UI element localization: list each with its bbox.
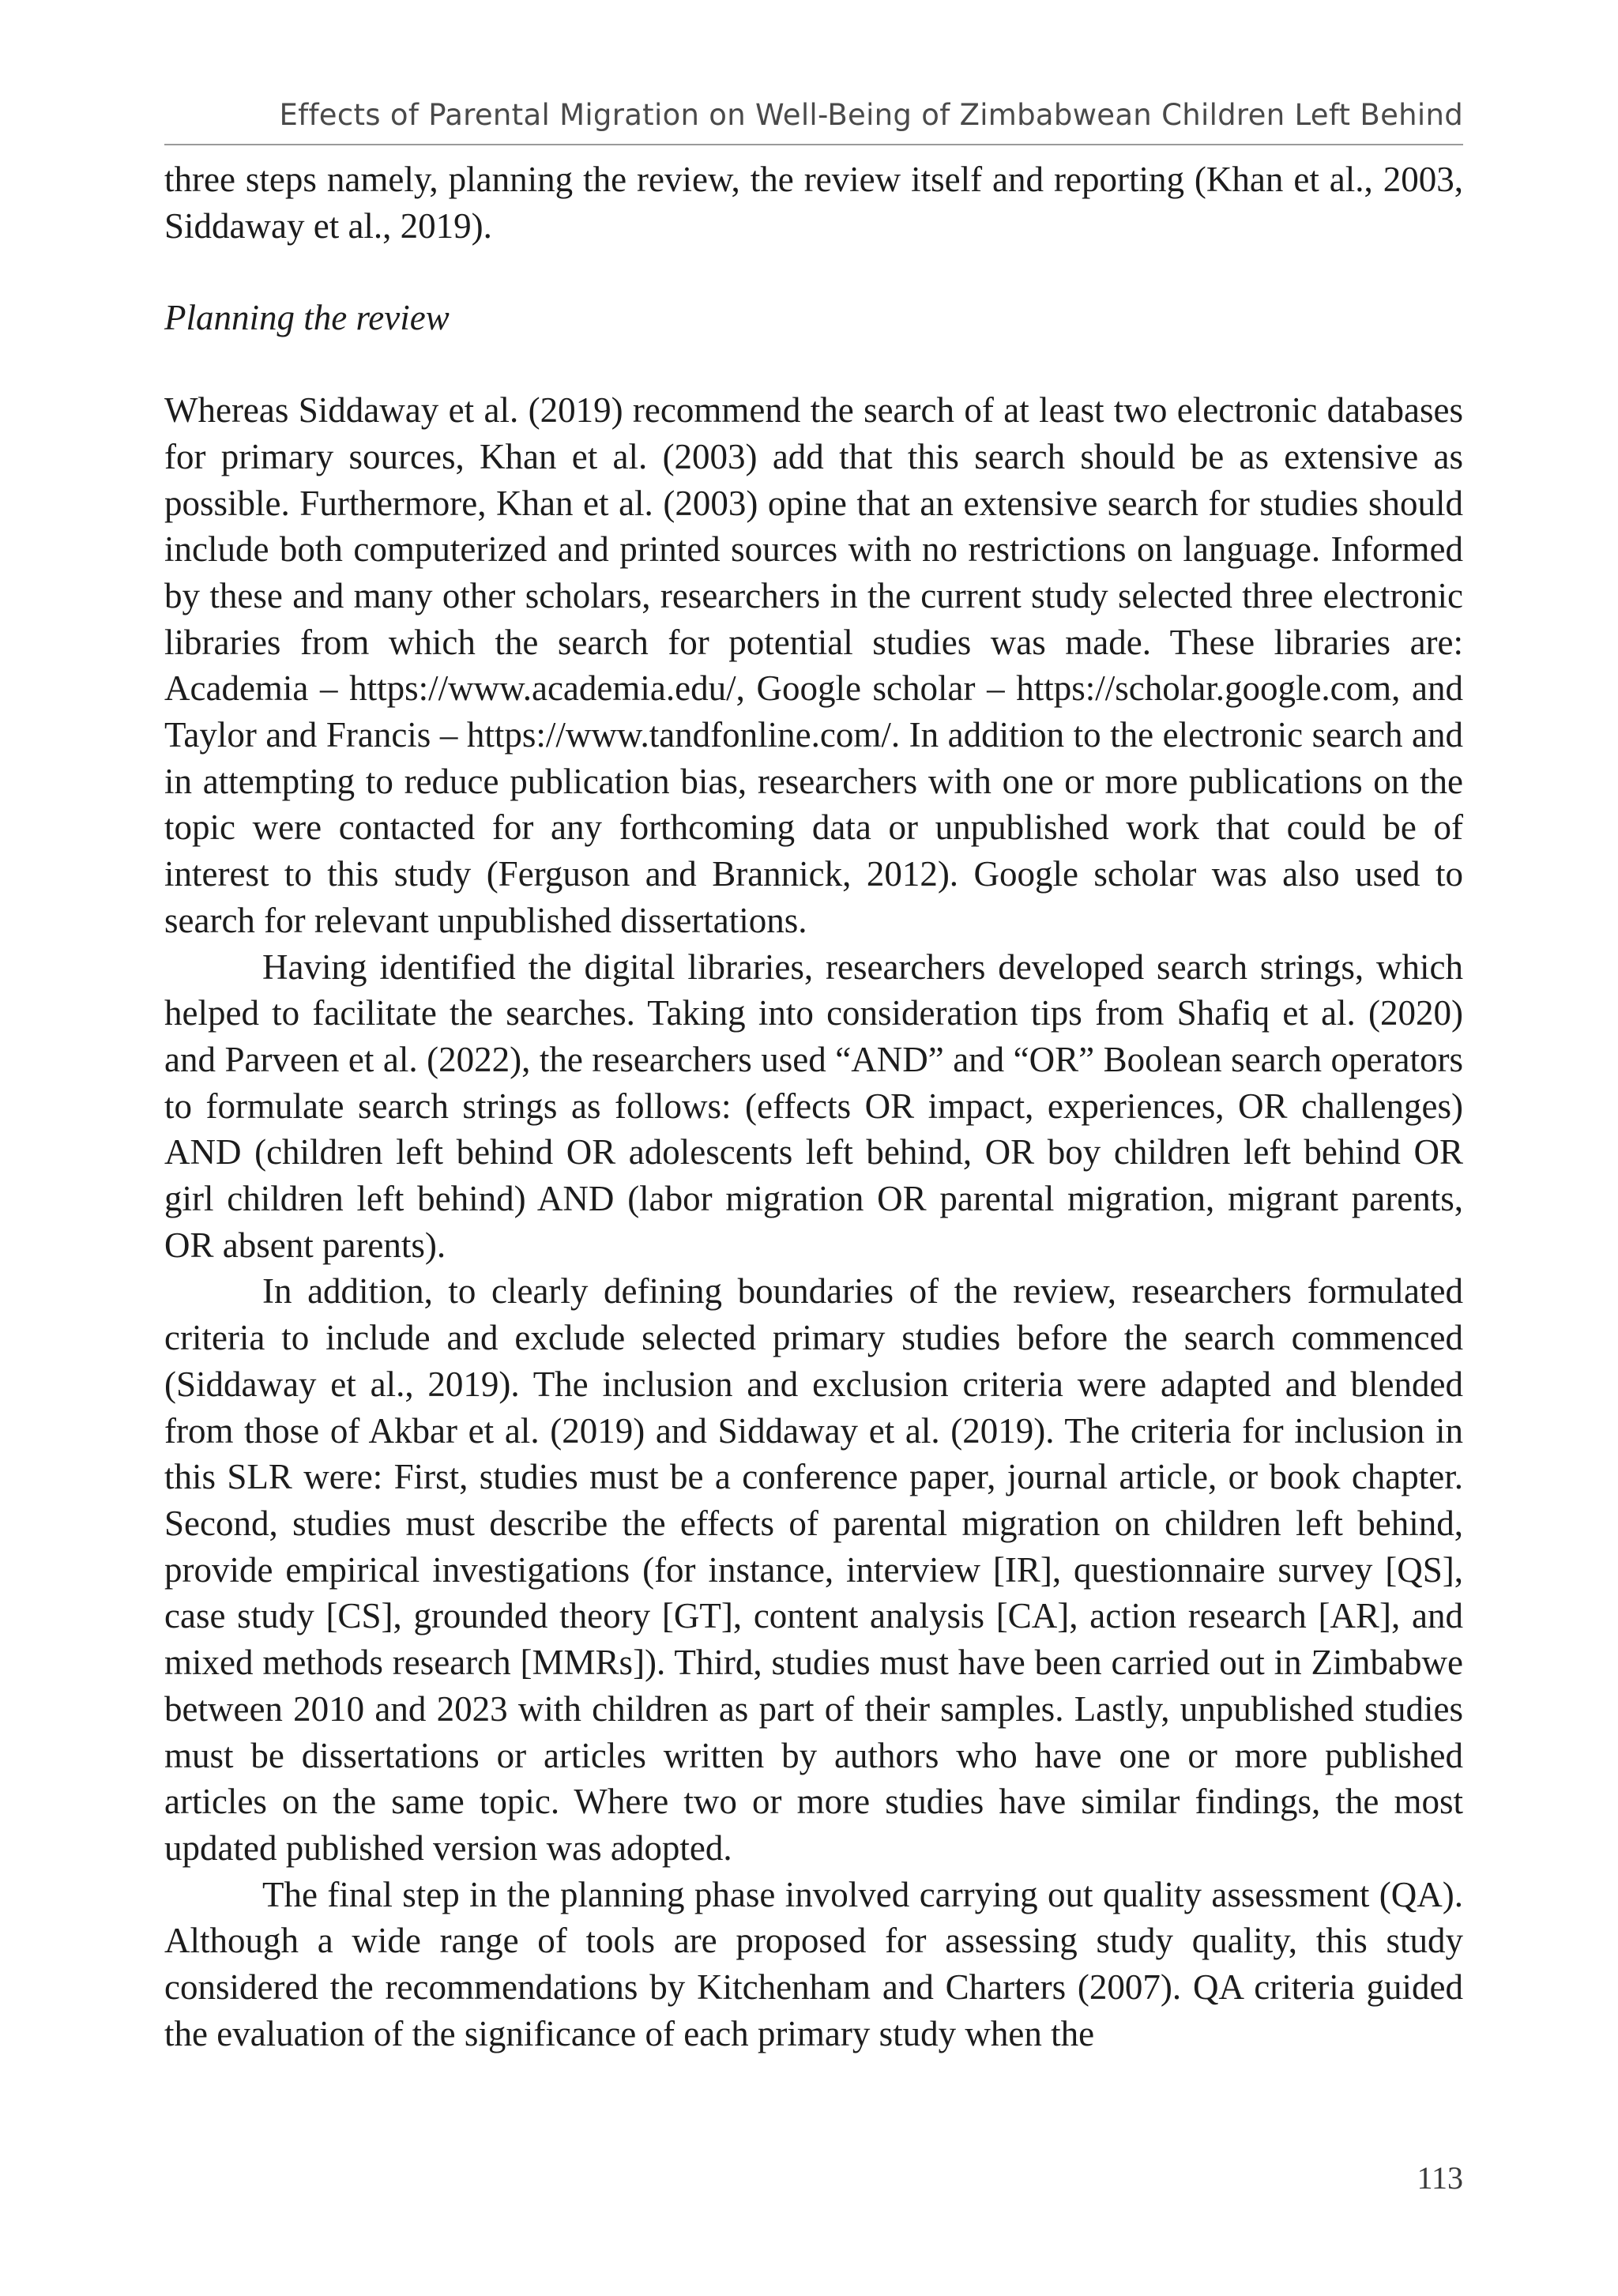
paragraph-inclusion-criteria: In addition, to clearly defining boundaries of the review, researchers formulated criteria to include and exclude selected primary studies before the search commenced (Siddaway et al., 2019). The inclusion and exclusion criteria were adapted and blended from those of Akbar et al. (2019) and Siddaway et al. (2019). The criteria for inclusion in this SLR were: First, studies must be a conference paper, journal article, or book chapter. Second, studies must describe the effects of parental migration on children left behind, provide empirical investigations (for instance, interview [IR], questionnaire survey [QS], case study [CS], grounded theory [GT], content analysis [CA], action research [AR], and mixed methods research [MMRs]). Third, studies must have been carried out in Zimbabwe between 2010 and 2023 with children as part of their samples. Lastly, unpublished studies must be dissertations or articles written by authors who have one or more published articles on the same topic. Where two or more studies have similar findings, the most updated published version was adopted. — [164, 1271, 1463, 1868]
paragraph-continued: three steps namely, planning the review, the review itself and reporting (Khan et al., 2003, Siddaway et al., 2019). — [164, 160, 1463, 246]
paragraph-search-sources: Whereas Siddaway et al. (2019) recommend the search of at least two electronic databases for primary sources, Khan et al. (2003) add that this search should be as extensive as possible. Furthermore, Khan et al. (2003) opine that an extensive search for studies should include both computerized and printed sources with no restrictions on language. Informed by these and many other scholars, researchers in the current study selected three electronic libraries from which the search for potential studies was made. These libraries are: Academia – https://www.academia.edu/, Google scholar – https://scholar.google.com, and Taylor and Francis – https://www.tandfonline.com/. In addition to the electronic search and in attempting to reduce publication bias, researchers with one or more publications on the topic were contacted for any forthcoming data or unpublished work that could be of interest to this study (Ferguson and Brannick, 2012). Google scholar was also used to search for relevant unpublished dissertations. — [164, 390, 1463, 940]
section-heading: Planning the review — [164, 298, 450, 338]
running-header: Effects of Parental Migration on Well-Being of Zimbabwean Children Left Behind — [279, 98, 1463, 132]
body-text — [164, 156, 1463, 2057]
page-number: 113 — [1417, 2160, 1463, 2196]
paragraph-quality-assessment: The final step in the planning phase involved carrying out quality assessment (QA). Although a wide range of tools are proposed for assessing study quality, this study considered the recommendations by Kitchenham and Charters (2007). QA criteria guided the evaluation of the significance of each primary study when the — [164, 1874, 1463, 2053]
paragraph-search-strings: Having identified the digital libraries, researchers developed search strings, which helped to facilitate the searches. Taking into consideration tips from Shafiq et al. (2020) and Parveen et al. (2022), the researchers used “AND” and “OR” Boolean search operators to formulate search strings as follows: (effects OR impact, experiences, OR challenges) AND (children left behind OR adolescents left behind, OR boy children left behind OR girl children left behind) AND (labor migration OR parental migration, migrant parents, OR absent parents). — [164, 947, 1463, 1265]
header-divider — [164, 144, 1463, 145]
